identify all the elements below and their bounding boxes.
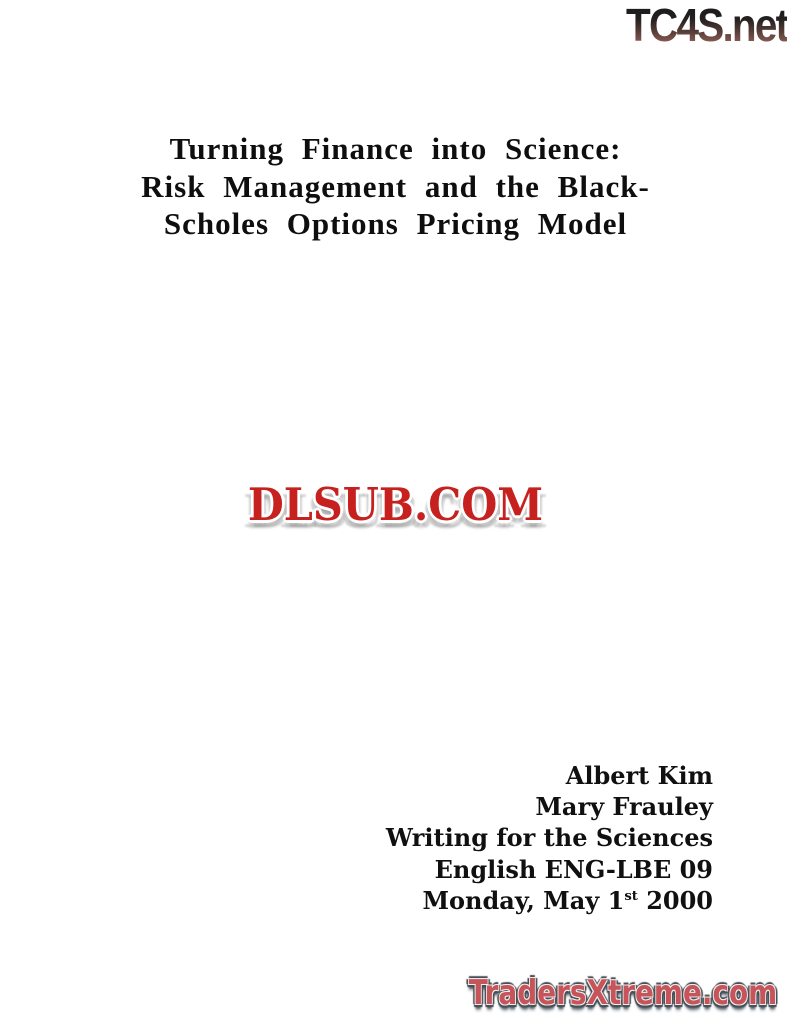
date-line (386, 885, 713, 916)
date-suffix: 2000 (637, 885, 713, 915)
author-name-2: Mary Frauley (535, 792, 713, 822)
course-code: English ENG-LBE 09 (434, 854, 713, 884)
date-prefix: Monday, May 1 (422, 885, 625, 915)
tradersxtreme-logo: TradersXtreme.com (468, 973, 777, 1013)
course-title: Writing for the Sciences (385, 823, 713, 853)
date-ordinal-superscript: st (624, 888, 638, 904)
author-block (386, 760, 713, 916)
title-line-2: Risk Management and the Black- (141, 168, 650, 204)
paper-title (0, 130, 791, 243)
dlsub-watermark: DLSUB.COM (247, 478, 544, 531)
title-line-3: Scholes Options Pricing Model (163, 206, 628, 241)
title-line-1: Turning Finance into Science: (169, 131, 622, 166)
author-name-1: Albert Kim (565, 761, 713, 790)
tc4s-logo: TC4S.net (625, 0, 787, 51)
